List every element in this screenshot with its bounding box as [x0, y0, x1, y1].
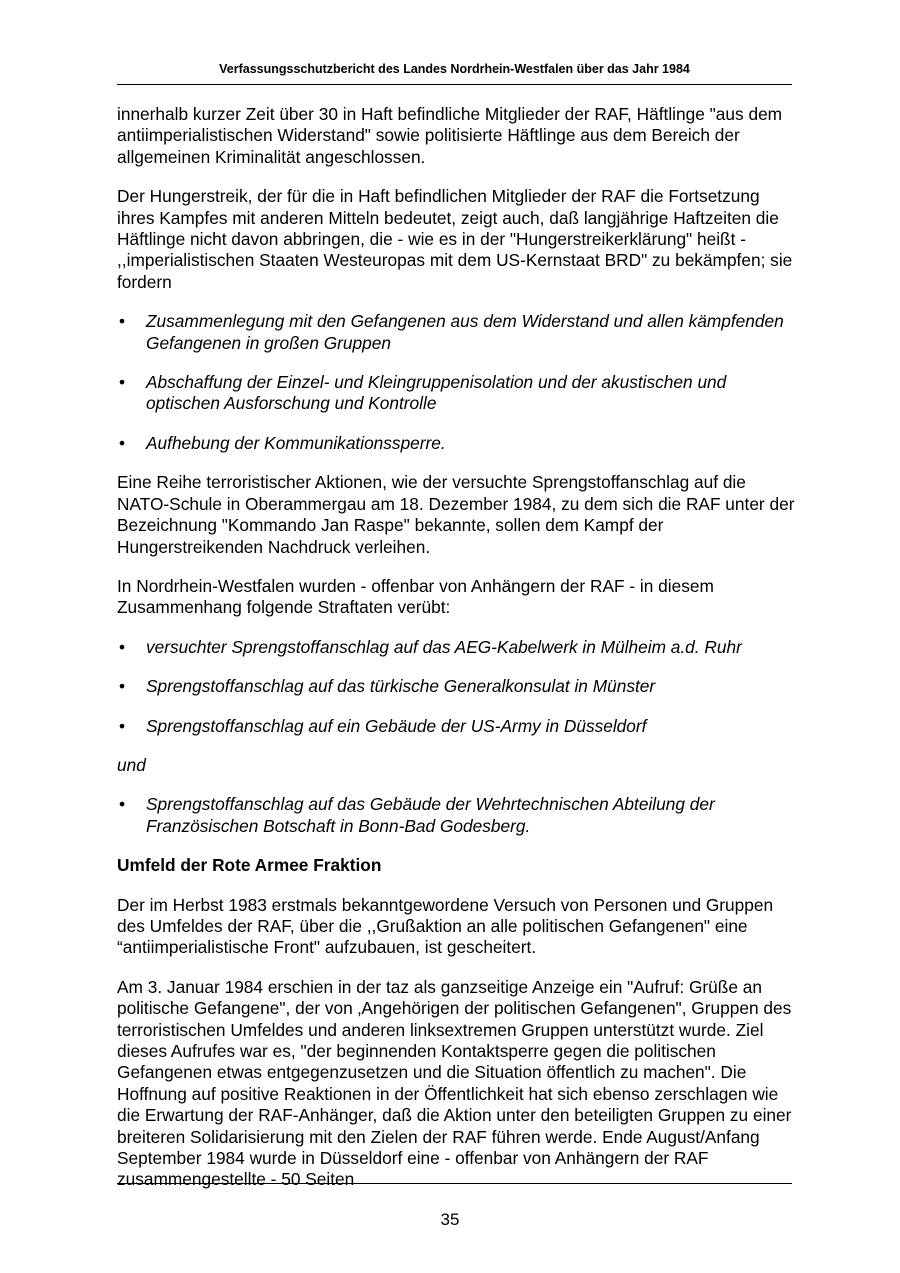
paragraph: In Nordrhein-Westfalen wurden - offenbar von Anhängern der RAF - in diesem Zusammenhang folgende Straftaten verübt: — [117, 575, 714, 618]
crimes-list — [117, 637, 797, 737]
running-header: Verfassungsschutzbericht des Landes Nordrhein-Westfalen über das Jahr 1984 — [219, 62, 690, 76]
list-item — [117, 311, 797, 354]
list-item-text: Abschaffung der Einzel- und Kleingruppenisolation und der akustischen und optischen Ausforschung und Kontrolle — [146, 372, 727, 414]
list-item — [117, 716, 797, 737]
page-body — [117, 104, 797, 1209]
bullet-icon: • — [119, 636, 126, 657]
demands-list — [117, 311, 797, 454]
bullet-icon: • — [119, 311, 126, 332]
list-item — [117, 372, 797, 415]
paragraph: Eine Reihe terroristischer Aktionen, wie der versuchte Sprengstoffanschlag auf die NATO-Schule in Oberammergau am 18. Dezember 1984, zu dem sich die RAF unter der Bezeichnung "Kommando Jan Raspe" bekannte, sollen dem Kampf der Hungerstreikenden Nachdruck verleihen. — [117, 472, 795, 557]
list-item-text: Aufhebung der Kommunikationssperre. — [146, 432, 446, 453]
paragraph: Der Hungerstreik, der für die in Haft befindlichen Mitglieder der RAF die Fortsetzung ihres Kampfes mit anderen Mitteln bedeutet, zeigt auch, daß langjährige Haftzeiten die Häftlinge nicht davon abbringen, die - wie es in der "Hungerstreikerklärung" heißt - ,,imperialistischen Staaten Westeuropas mit dem US-Kernstaat BRD" zu bekämpfen; sie fordern — [117, 186, 793, 292]
crimes-list-continued — [117, 794, 797, 837]
paragraph: innerhalb kurzer Zeit über 30 in Haft befindliche Mitglieder der RAF, Häftlinge "aus dem antiimperialistischen Widerstand" sowie politisierte Häftlinge aus dem Bereich der allgemeinen Kriminalität angeschlossen. — [117, 104, 783, 167]
list-item-text: versuchter Sprengstoffanschlag auf das AEG-Kabelwerk in Mülheim a.d. Ruhr — [146, 636, 742, 657]
conjunction-text: und — [117, 754, 146, 775]
page-number: 35 — [440, 1210, 460, 1229]
section-heading: Umfeld der Rote Armee Fraktion — [117, 855, 382, 876]
list-item-text: Sprengstoffanschlag auf das Gebäude der Wehrtechnischen Abteilung der Französischen Botschaft in Bonn-Bad Godesberg. — [146, 794, 715, 836]
bullet-icon: • — [119, 676, 126, 697]
list-item — [117, 637, 797, 658]
footer-rule — [117, 1183, 792, 1184]
list-item-text: Sprengstoffanschlag auf ein Gebäude der US-Army in Düsseldorf — [146, 715, 647, 736]
list-item — [117, 433, 797, 454]
bullet-icon: • — [119, 432, 126, 453]
list-item — [117, 676, 797, 697]
bullet-icon: • — [119, 794, 126, 815]
list-item-text: Sprengstoffanschlag auf das türkische Generalkonsulat in Münster — [146, 676, 656, 697]
paragraph: Der im Herbst 1983 erstmals bekanntgewordene Versuch von Personen und Gruppen des Umfeldes der RAF, über die ,,Grußaktion an alle politischen Gefangenen" eine “antiimperialistische Front" aufzubauen, ist gescheitert. — [117, 894, 774, 958]
paragraph: Am 3. Januar 1984 erschien in der taz als ganzseitige Anzeige ein "Aufruf: Grüße an politische Gefangene", der von ‚Angehörigen der politischen Gefangenen", Gruppen des terroristischen Umfeldes und anderen linksextremen Gruppen unterstützt wurde. Ziel dieses Aufrufes war es, "der beginnenden Kontaktsperre gegen die politischen Gefangenen etwas entgegenzusetzen und die Situation öffentlich zu machen". Die Hoffnung auf positive Reaktionen in der Öffentlichkeit hat sich ebenso zerschlagen wie die Erwartung der RAF-Anhänger, daß die Aktion unter den beteiligten Gruppen zu einer breiteren Solidarisierung mit den Zielen der RAF führen werde. Ende August/Anfang September 1984 wurde in Düsseldorf eine - offenbar von Anhängern der RAF zusammengestellte - 50 Seiten — [117, 976, 792, 1190]
list-item-text: Zusammenlegung mit den Gefangenen aus dem Widerstand und allen kämpfenden Gefangenen in großen Gruppen — [146, 311, 784, 353]
bullet-icon: • — [119, 715, 126, 736]
header-rule — [117, 84, 792, 85]
bullet-icon: • — [119, 372, 126, 393]
list-item — [117, 794, 797, 837]
